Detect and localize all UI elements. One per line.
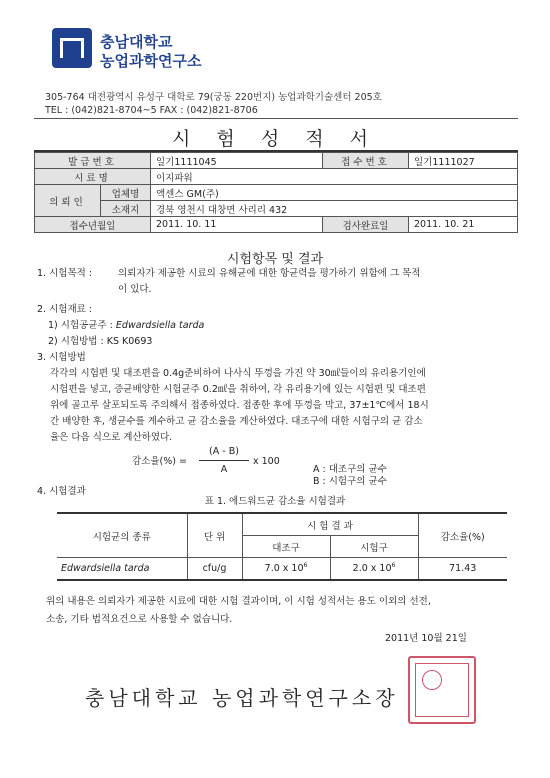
sample-label: 시료명 bbox=[35, 169, 151, 185]
section-title: 시험항목 및 결과 bbox=[226, 252, 324, 267]
results-label: 4. 시험결과 bbox=[37, 486, 86, 497]
method-paragraph-1: 각각의 시험편 및 대조편을 0.4g준비하여 나사식 뚜껑을 가진 약 30㎖들이의 유리용기인에 bbox=[50, 368, 426, 379]
received-date: 2011. 10. 11 bbox=[151, 217, 323, 233]
col-species: 시험균의 종류 bbox=[57, 513, 187, 558]
method-paragraph-4: 간 배양한 후, 생균수를 계수하고 균 감소율을 계산하였다. 대조구에 대한 시험구의 균 감소 bbox=[50, 416, 423, 427]
col-reduction: 감소율(%) bbox=[418, 513, 507, 558]
university-logo bbox=[52, 28, 92, 68]
col-result: 시 험 결 과 bbox=[242, 513, 418, 536]
formula-left: 감소율(%) = bbox=[132, 456, 187, 467]
client-label: 의뢰인 bbox=[35, 185, 101, 217]
col-unit: 단 위 bbox=[187, 513, 242, 558]
location-label: 소재지 bbox=[101, 201, 151, 217]
strain-line bbox=[48, 318, 204, 334]
method-label: 3. 시험방법 bbox=[37, 352, 86, 363]
issue-no: 일기1111045 bbox=[151, 153, 323, 169]
completed-date-label: 검사완료일 bbox=[323, 217, 409, 233]
col-control: 대조구 bbox=[242, 536, 330, 558]
note-line-1: 위의 내용은 의뢰자가 제공한 시료에 대한 시험 결과이며, 이 시험 성적서는 용도 이외의 선전, bbox=[46, 596, 431, 607]
contact-info: TEL : (042)821-8704~5 FAX : (042)821-8706 bbox=[45, 105, 258, 116]
purpose-label: 1. 시험목적 : bbox=[37, 268, 93, 279]
note-line-2: 소송, 기타 법적요건으로 사용할 수 없습니다. bbox=[46, 614, 233, 625]
address: 305-764 대전광역시 유성구 대학로 79(궁동 220번지) 농업과학기술센터 205호 bbox=[45, 92, 382, 103]
receipt-no-label: 접수번호 bbox=[323, 153, 409, 169]
formula-numerator: (A - B) bbox=[209, 446, 239, 457]
formula-multiplier: x 100 bbox=[253, 456, 280, 467]
official-seal bbox=[408, 656, 476, 724]
col-test: 시험구 bbox=[330, 536, 418, 558]
issue-date: 2011년 10월 21일 bbox=[385, 633, 467, 644]
strain-label: 1) 시험공균주 : bbox=[48, 320, 116, 331]
method-paragraph-5: 율은 다음 식으로 계산하였다. bbox=[50, 432, 173, 443]
formula-denominator: A bbox=[220, 464, 228, 475]
table-caption: 표 1. 에드워드균 감소율 시험결과 bbox=[204, 496, 346, 507]
document-title: 시 험 성 적 서 bbox=[172, 128, 378, 150]
row-species: Edwardsiella tarda bbox=[57, 558, 187, 581]
sample-name: 이지파워 bbox=[151, 169, 518, 185]
university-name: 충남대학교 bbox=[100, 33, 173, 51]
materials-label: 2. 시험재료 : bbox=[37, 304, 93, 315]
purpose-text-2: 이 있다. bbox=[118, 284, 152, 295]
method-standard: 2) 시험방법 : KS K0693 bbox=[48, 336, 153, 347]
fraction-bar bbox=[199, 460, 249, 461]
method-paragraph-3: 위에 골고루 살포되도록 주의해서 접종하였다. 접종한 후에 뚜껑을 막고, 37±1℃에서 18시 bbox=[50, 400, 429, 411]
company-label: 업체명 bbox=[101, 185, 151, 201]
row-unit: cfu/g bbox=[187, 558, 242, 581]
results-table bbox=[57, 512, 507, 581]
method-paragraph-2: 시험편을 넣고, 증균배양한 시험균주 0.2㎖을 취하여, 각 유리용기에 있는 시험편 및 대조편 bbox=[50, 384, 426, 395]
receipt-no: 일기1111027 bbox=[409, 153, 518, 169]
location: 경북 영천시 대창면 사리리 432 bbox=[151, 201, 518, 217]
row-test: 2.0 x $10^6$ bbox=[330, 558, 418, 581]
divider bbox=[34, 118, 518, 119]
legend-b: B : 시험구의 균수 bbox=[313, 476, 387, 487]
signature: 충남대학교 농업과학연구소장 bbox=[85, 686, 399, 710]
completed-date: 2011. 10. 21 bbox=[409, 217, 518, 233]
purpose-text-1: 의뢰자가 제공한 시료의 유해균에 대한 항균력을 평가하기 위함에 그 목적 bbox=[118, 268, 421, 279]
row-reduction: 71.43 bbox=[418, 558, 507, 581]
institute-name: 농업과학연구소 bbox=[100, 52, 202, 70]
company-name: 액센스 GM(주) bbox=[151, 185, 518, 201]
row-control: 7.0 x $10^6$ bbox=[242, 558, 330, 581]
received-date-label: 접수년월일 bbox=[35, 217, 151, 233]
info-table bbox=[34, 152, 518, 233]
strain-name: Edwardsiella tarda bbox=[115, 320, 205, 331]
issue-no-label: 발급번호 bbox=[35, 153, 151, 169]
legend-a: A : 대조구의 균수 bbox=[313, 464, 387, 475]
